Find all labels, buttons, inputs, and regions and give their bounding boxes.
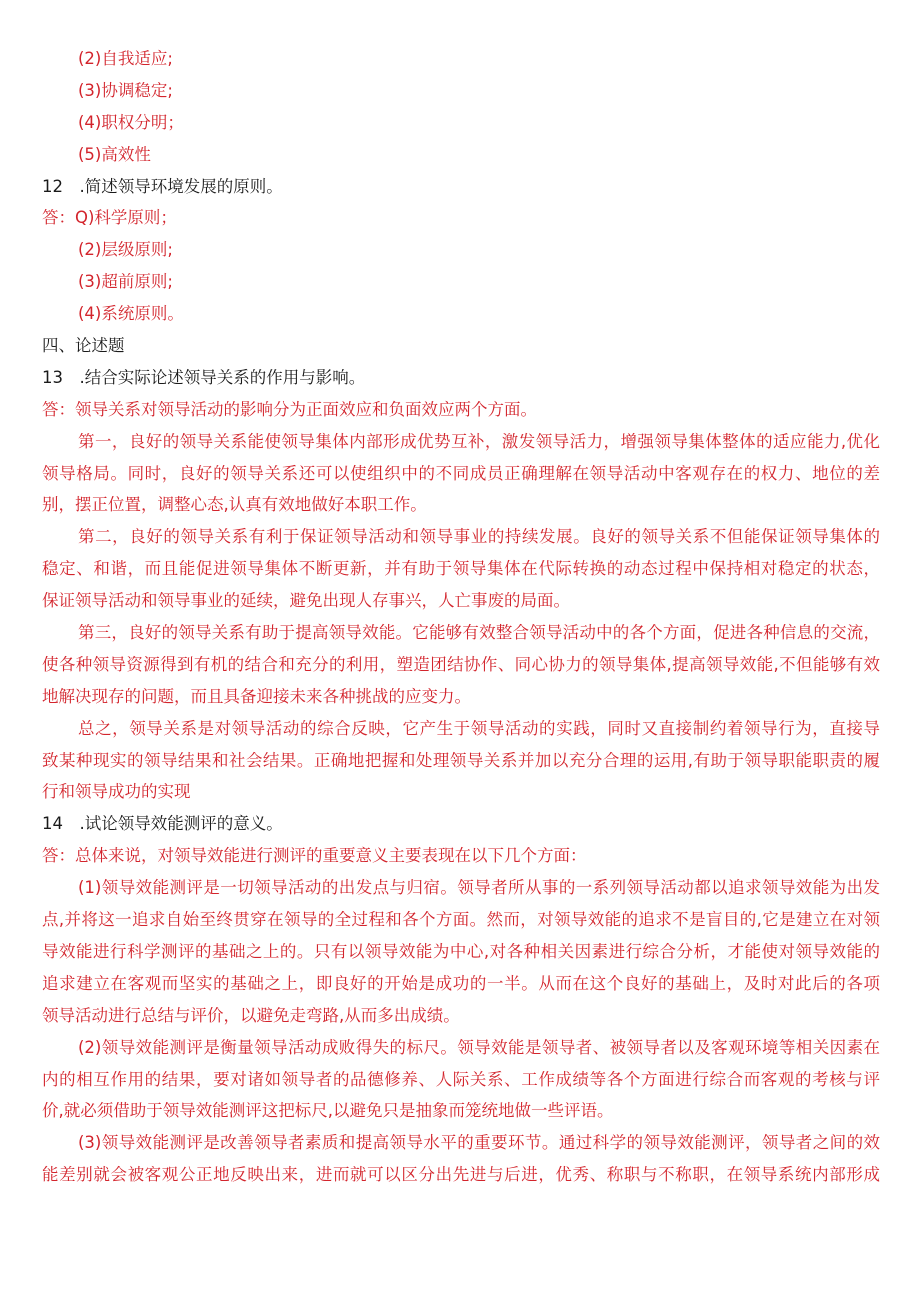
- answer-text-line: 行和领导成功的实现: [42, 782, 191, 802]
- answer-text-line: 总之，领导关系是对领导活动的综合反映，它产生于领导活动的实践，同时又直接制约着领导行为，直接导: [78, 718, 880, 738]
- question-text-line: 14 .试论领导效能测评的意义。: [42, 814, 283, 834]
- answer-text-line: (4)职权分明；: [78, 112, 184, 132]
- answer-text-line: 价,就必须借助于领导效能测评这把标尺,以避免只是抽象而笼统地做一些评语。: [42, 1101, 614, 1121]
- answer-text-line: 点,并将这一追求自始至终贯穿在领导的全过程和各个方面。然而，对领导效能的追求不是盲目的,它是建立在对领: [42, 910, 880, 930]
- answer-text-line: 答：领导关系对领导活动的影响分为正面效应和负面效应两个方面。: [42, 399, 537, 419]
- answer-text-line: (2)自我适应;: [78, 49, 173, 68]
- answer-text-line: 第二，良好的领导关系有利于保证领导活动和领导事业的持续发展。良好的领导关系不但能保证领导集体的: [78, 527, 880, 547]
- answer-text-line: (5)高效性: [78, 144, 151, 164]
- answer-text-line: 地解决现存的问题，而且具备迎接未来各种挑战的应变力。: [42, 686, 471, 706]
- answer-text-line: (4)系统原则。: [78, 304, 184, 324]
- answer-text-line: 答：总体来说，对领导效能进行测评的重要意义主要表现在以下几个方面：: [42, 846, 587, 866]
- answer-text-line: 别，摆正位置，调整心态,认真有效地做好本职工作。: [42, 495, 427, 515]
- answer-text-line: (2)层级原则;: [78, 240, 173, 260]
- answer-text-line: 使各种领导资源得到有机的结合和充分的利用，塑造团结协作、同心协力的领导集体,提高领导效能,不但能够有效: [42, 654, 880, 674]
- answer-text-line: (3)领导效能测评是改善领导者素质和提高领导水平的重要环节。通过科学的领导效能测评，领导者之间的效: [78, 1133, 880, 1153]
- answer-text-line: 答：Q)科学原则；: [42, 208, 177, 228]
- answer-text-line: (1)领导效能测评是一切领导活动的出发点与归宿。领导者所从事的一系列领导活动都以追求领导效能为出发: [78, 878, 880, 898]
- answer-text-line: 导效能进行科学测评的基础之上的。只有以领导效能为中心,对各种相关因素进行综合分析，才能使对领导效能的: [42, 941, 880, 961]
- answer-text-line: (3)协调稳定;: [78, 80, 173, 100]
- question-text-line: 13 .结合实际论述领导关系的作用与影响。: [42, 367, 366, 387]
- answer-text-line: 致某种现实的领导结果和社会结果。正确地把握和处理领导关系并加以充分合理的运用,有助于领导职能职责的履: [42, 750, 880, 770]
- answer-text-line: 追求建立在客观而坚实的基础之上，即良好的开始是成功的一半。从而在这个良好的基础上，及时对此后的各项: [42, 973, 880, 993]
- answer-text-line: 第三，良好的领导关系有助于提高领导效能。它能够有效整合领导活动中的各个方面，促进各种信息的交流，: [78, 623, 880, 643]
- answer-text-line: 领导活动进行总结与评价，以避免走弯路,从而多出成绩。: [42, 1005, 460, 1025]
- document-page: [42, 43, 880, 1191]
- answer-text-line: 领导格局。同时，良好的领导关系还可以使组织中的不同成员正确理解在领导活动中客观存在的权力、地位的差: [42, 463, 880, 483]
- question-text-line: 四、论述题: [42, 336, 125, 356]
- answer-text-line: 内的相互作用的结果，要对诸如领导者的品德修养、人际关系、工作成绩等各个方面进行综合而客观的考核与评: [42, 1069, 880, 1089]
- answer-text-line: 保证领导活动和领导事业的延续，避免出现人存事兴，人亡事废的局面。: [42, 591, 570, 611]
- question-text-line: 12 .简述领导环境发展的原则。: [42, 176, 283, 196]
- answer-text-line: (2)领导效能测评是衡量领导活动成败得失的标尺。领导效能是领导者、被领导者以及客观环境等相关因素在: [78, 1037, 880, 1057]
- answer-text-line: (3)超前原则;: [78, 272, 173, 292]
- answer-text-line: 第一，良好的领导关系能使领导集体内部形成优势互补，激发领导活力，增强领导集体整体的适应能力,优化: [78, 431, 880, 451]
- answer-text-line: 稳定、和谐，而且能促进领导集体不断更新，并有助于领导集体在代际转换的动态过程中保持相对稳定的状态，: [42, 559, 880, 579]
- answer-text-line: 能差别就会被客观公正地反映出来，进而就可以区分出先进与后进，优秀、称职与不称职，在领导系统内部形成: [42, 1165, 880, 1185]
